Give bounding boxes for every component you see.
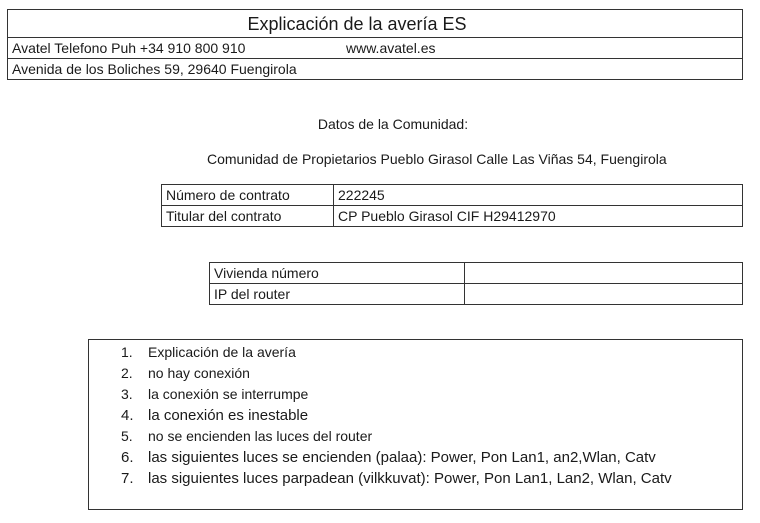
header-box	[7, 9, 743, 80]
list-item-text: las siguientes luces se encienden (palaa): Power, Pon Lan1, an2,Wlan, Catv	[148, 449, 656, 466]
document-title: Explicación de la avería ES	[247, 14, 467, 34]
table-cell-label: IP del router	[210, 284, 465, 305]
list-item-number: 6.	[121, 449, 134, 466]
list-item-number: 4.	[121, 407, 134, 424]
table-row	[162, 206, 743, 227]
list-item-text: la conexión es inestable	[148, 407, 309, 424]
house-table	[209, 262, 743, 305]
table-cell-label: Número de contrato	[162, 185, 334, 206]
list-item-number: 5.	[121, 428, 133, 444]
list-item-number: 7.	[121, 470, 134, 487]
contract-table	[161, 184, 743, 227]
router-ip-field[interactable]	[465, 284, 743, 305]
list-item-number: 3.	[121, 386, 133, 402]
fault-list-box	[88, 339, 743, 510]
list-item-text: las siguientes luces parpadean (vilkkuvat): Power, Pon Lan1, Lan2, Wlan, Catv	[148, 470, 672, 487]
header-title-row	[8, 10, 742, 38]
table-cell-label: Vivienda número	[210, 263, 465, 284]
table-cell-value: 222245	[334, 185, 743, 206]
list-item-number: 1.	[121, 344, 133, 360]
table-cell-label: Titular del contrato	[162, 206, 334, 227]
website-text: www.avatel.es	[346, 40, 436, 56]
community-name: Comunidad de Propietarios Pueblo Girasol Calle Las Viñas 54, Fuengirola	[207, 151, 667, 167]
list-item-text: no se encienden las luces del router	[148, 428, 373, 444]
table-row	[210, 263, 743, 284]
list-item-text: la conexión se interrumpe	[148, 386, 309, 402]
list-item-number: 2.	[121, 365, 133, 381]
list-item-text: Explicación de la avería	[148, 344, 296, 360]
header-contact-row	[8, 38, 742, 59]
phone-text: Avatel Telefono Puh +34 910 800 910	[12, 40, 246, 56]
list-item-text: no hay conexión	[148, 365, 250, 381]
community-section-label: Datos de la Comunidad:	[317, 116, 469, 132]
address-text: Avenida de los Boliches 59, 29640 Fuengirola	[12, 61, 297, 77]
table-row	[162, 185, 743, 206]
table-row	[210, 284, 743, 305]
header-address-row	[8, 59, 742, 80]
house-number-field[interactable]	[465, 263, 743, 284]
table-cell-value: CP Pueblo Girasol CIF H29412970	[334, 206, 743, 227]
